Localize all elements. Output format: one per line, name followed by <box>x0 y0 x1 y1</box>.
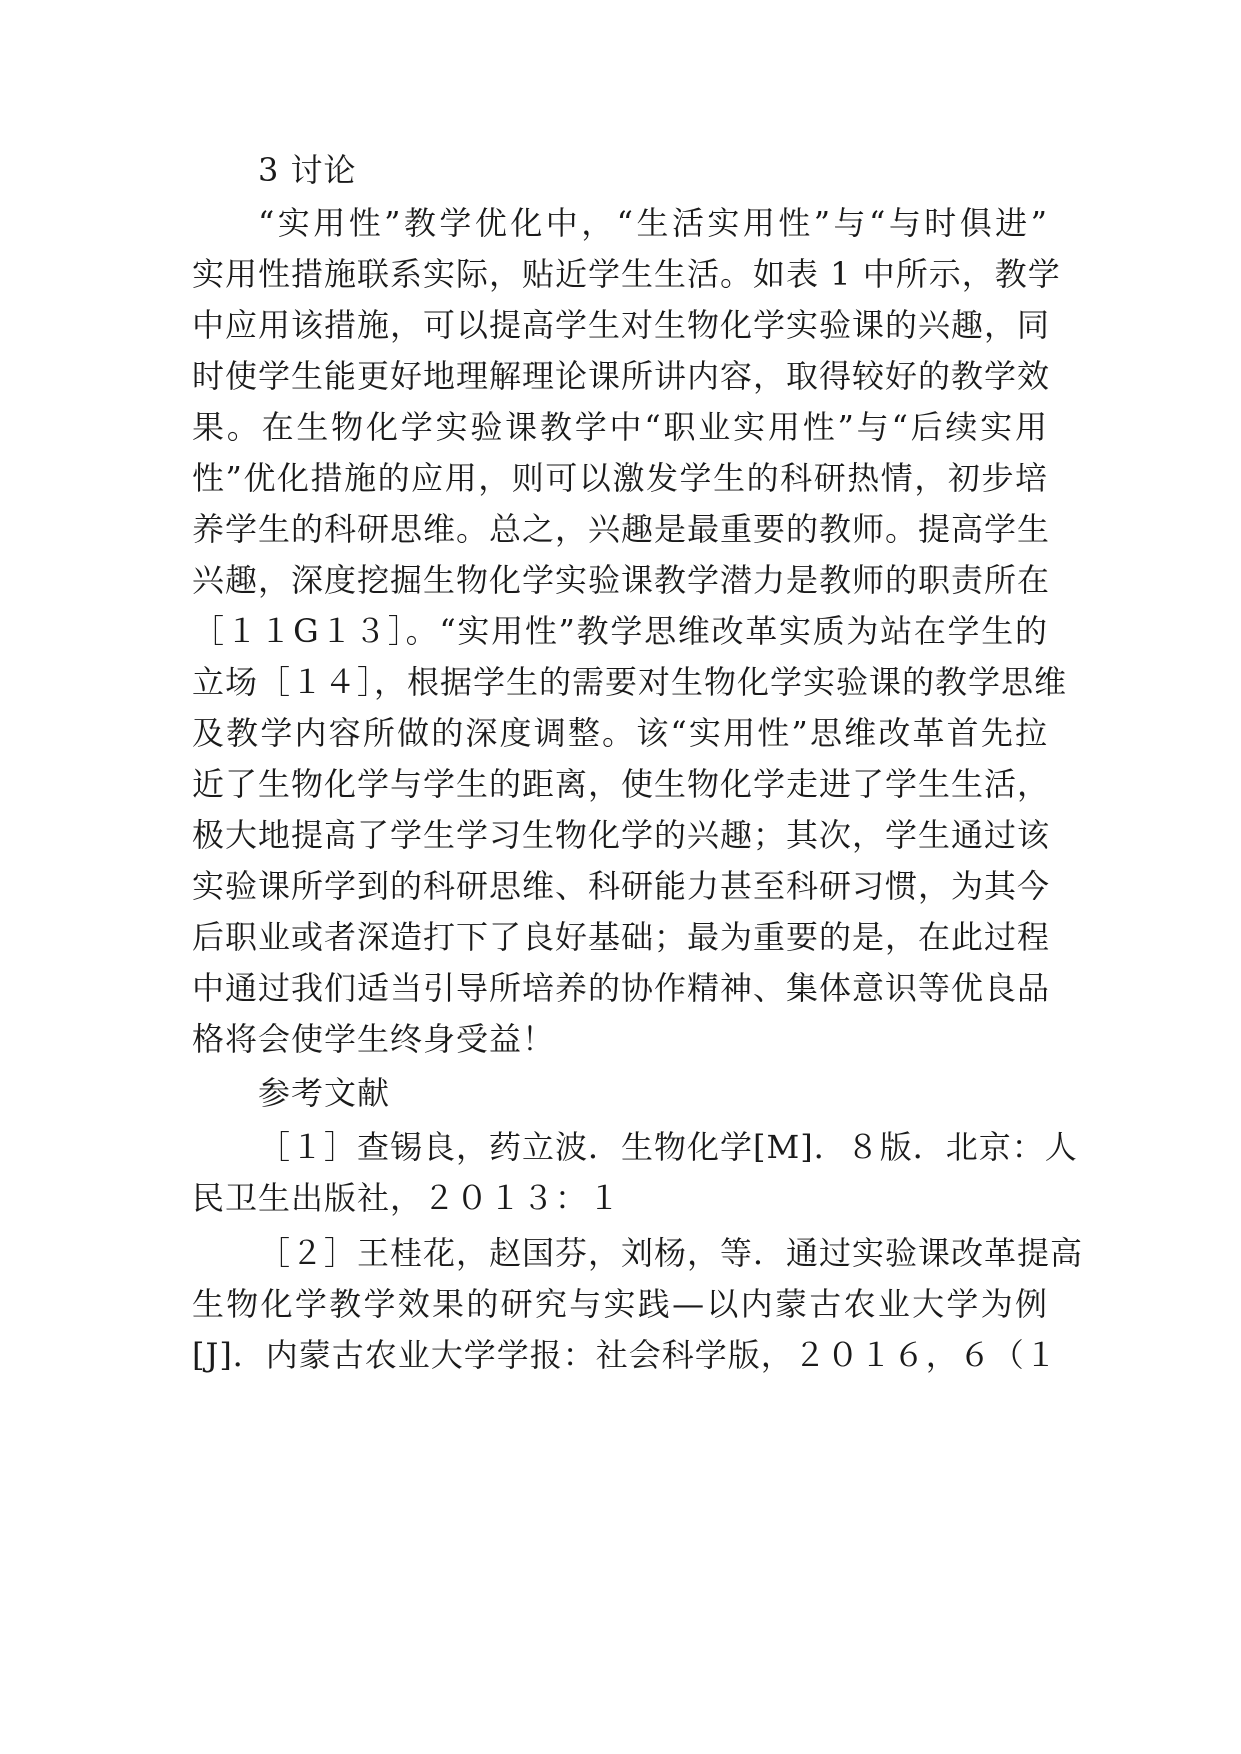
paragraph-line: 兴趣，深度挖掘生物化学实验课教学潜力是教师的职责所在 <box>192 561 1051 599</box>
paragraph-line: 及教学内容所做的深度调整。该“实用性”思维改革首先拉 <box>192 714 1048 752</box>
paragraph-line: 养学生的科研思维。总之，兴趣是最重要的教师。提高学生 <box>192 510 1051 548</box>
paragraph-line: 实用性措施联系实际，贴近学生生活。如表 1 中所示，教学 <box>192 255 1061 293</box>
paragraph-line: “实用性”教学优化中，“生活实用性”与“与时俱进” <box>258 204 1048 242</box>
paragraph-line: 性”优化措施的应用，则可以激发学生的科研热情，初步培 <box>192 459 1048 497</box>
paragraph-line: 近了生物化学与学生的距离，使生物化学走进了学生生活， <box>192 765 1051 803</box>
paragraph-line: 格将会使学生终身受益！ <box>192 1020 556 1058</box>
reference-line: ［２］王桂花，赵国芬，刘杨，等．通过实验课改革提高 <box>258 1234 1084 1272</box>
paragraph-line: 极大地提高了学生学习生物化学的兴趣；其次，学生通过该 <box>192 816 1051 854</box>
paragraph-line: 时使学生能更好地理解理论课所讲内容，取得较好的教学效 <box>192 357 1051 395</box>
section-heading: 3 讨论 <box>258 151 357 189</box>
paragraph-line: 中应用该措施，可以提高学生对生物化学实验课的兴趣，同 <box>192 306 1051 344</box>
paragraph-line: 实验课所学到的科研思维、科研能力甚至科研习惯，为其今 <box>192 867 1051 905</box>
reference-line: ［１］查锡良，药立波．生物化学[M]．８版．北京：人 <box>258 1128 1078 1166</box>
paragraph-line: 后职业或者深造打下了良好基础；最为重要的是，在此过程 <box>192 918 1051 956</box>
reference-line: 民卫生出版社，２０１３：１ <box>192 1179 622 1217</box>
reference-line: [J]．内蒙古农业大学学报：社会科学版，２０１６，６（１ <box>192 1336 1058 1374</box>
paragraph-line: 中通过我们适当引导所培养的协作精神、集体意识等优良品 <box>192 969 1051 1007</box>
paragraph-line: 立场［１４］，根据学生的需要对生物化学实验课的教学思维 <box>192 663 1068 701</box>
references-heading: 参考文献 <box>258 1074 391 1112</box>
reference-line: 生物化学教学效果的研究与实践—以内蒙古农业大学为例 <box>192 1285 1048 1323</box>
paragraph-line: 果。在生物化学实验课教学中“职业实用性”与“后续实用 <box>192 408 1048 446</box>
paragraph-line: ［１１G１３］。“实用性”教学思维改革实质为站在学生的 <box>192 612 1048 650</box>
